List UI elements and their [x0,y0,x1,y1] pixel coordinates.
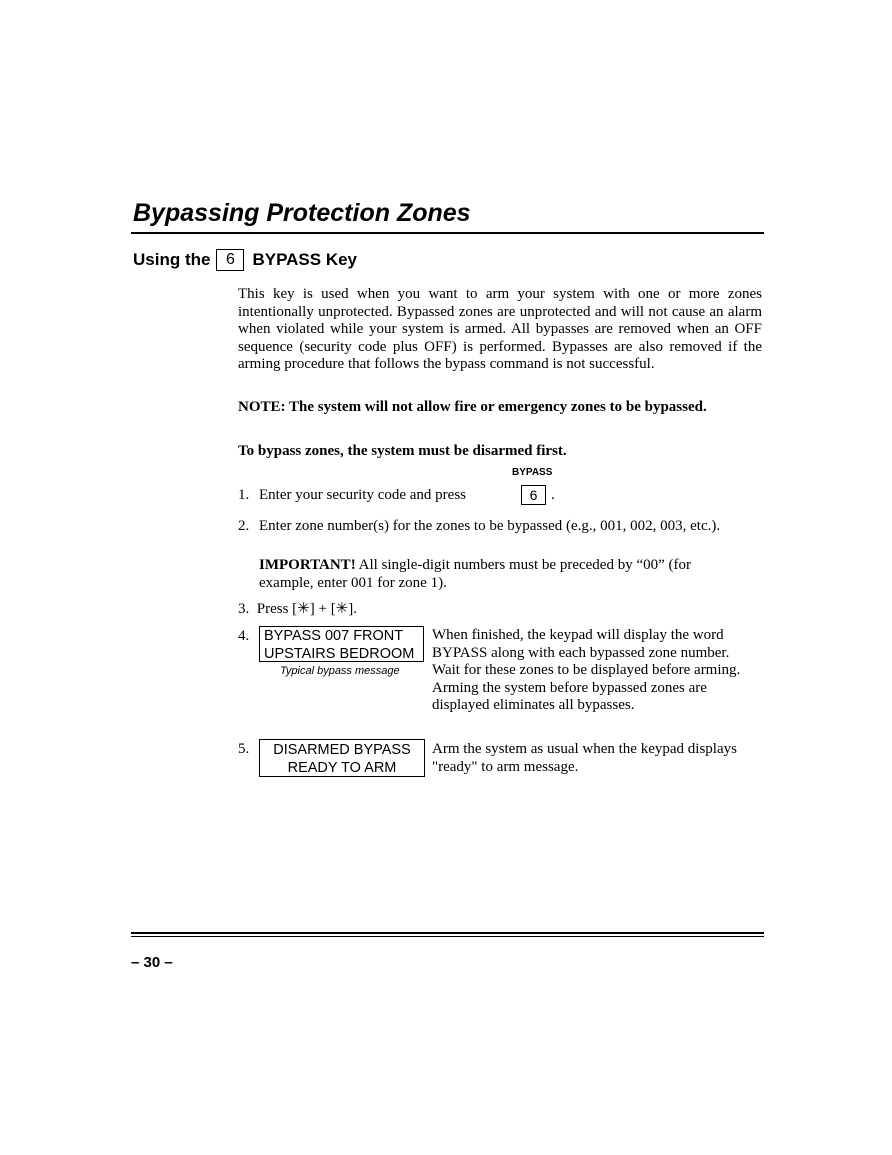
step-1-key-box: 6 [521,485,546,505]
section-heading-suffix: BYPASS Key [252,250,358,269]
keypad-display-bypass [259,626,424,662]
step-1-period: . [551,487,555,503]
step-1-text: Enter your security code and press [259,487,467,503]
section-heading-prefix: Using the [133,250,211,269]
step-2-important [259,557,749,592]
page-number: – 30 – [131,954,173,971]
step-3 [238,601,357,619]
step-1-number: 1. [238,487,250,503]
section-heading [133,249,357,271]
note-paragraph: NOTE: The system will not allow fire or emergency zones to be bypassed. [238,399,707,415]
page-title: Bypassing Protection Zones [133,199,471,227]
keypad-display-ready [259,739,425,777]
display-line-1: BYPASS 007 FRONT [264,628,404,644]
step-2-number: 2. [238,518,250,534]
footer-rule [131,932,764,934]
disarm-first-text: To bypass zones, the system must be disarmed first. [238,443,567,459]
step-5-text: Arm the system as usual when the keypad displays "ready" to arm message. [432,741,737,775]
display-line-2: READY TO ARM [287,759,397,776]
intro-paragraph: This key is used when you want to arm your system with one or more zones intentionally unprotected. Bypassed zones are unprotected and will not cause an alarm when violated while your system is armed. All bypasses are removed when an OFF sequence (security code plus OFF) is performed. Bypasses are also removed if the arming procedure that follows the bypass command is not successful. [238,286,762,372]
step-4-number: 4. [238,628,250,644]
step-5-number: 5. [238,741,250,757]
bypass-key-box: 6 [216,249,244,271]
important-label: IMPORTANT! [259,557,356,573]
step-2-text: Enter zone number(s) for the zones to be bypassed (e.g., 001, 002, 003, etc.). [259,518,721,534]
display-line-2: UPSTAIRS BEDROOM [264,645,415,662]
footer-rule-thin [131,936,764,937]
important-text: All single-digit numbers must be preceded by “00” (for example, enter 001 for zone 1). [259,557,692,591]
display-caption: Typical bypass message [280,665,400,677]
step-4-text: When finished, the keypad will display the word BYPASS along with each bypassed zone number. Wait for these zones to be displayed before arming. Arming the system before bypassed zones are displayed eliminates all bypasses. [432,627,741,713]
bypass-key-caption: BYPASS [512,467,553,478]
step-3-text: Press [✳] + [✳]. [256,601,357,617]
display-line-1: DISARMED BYPASS [273,742,411,758]
step-3-number: 3. [238,601,250,617]
title-rule [131,232,764,234]
